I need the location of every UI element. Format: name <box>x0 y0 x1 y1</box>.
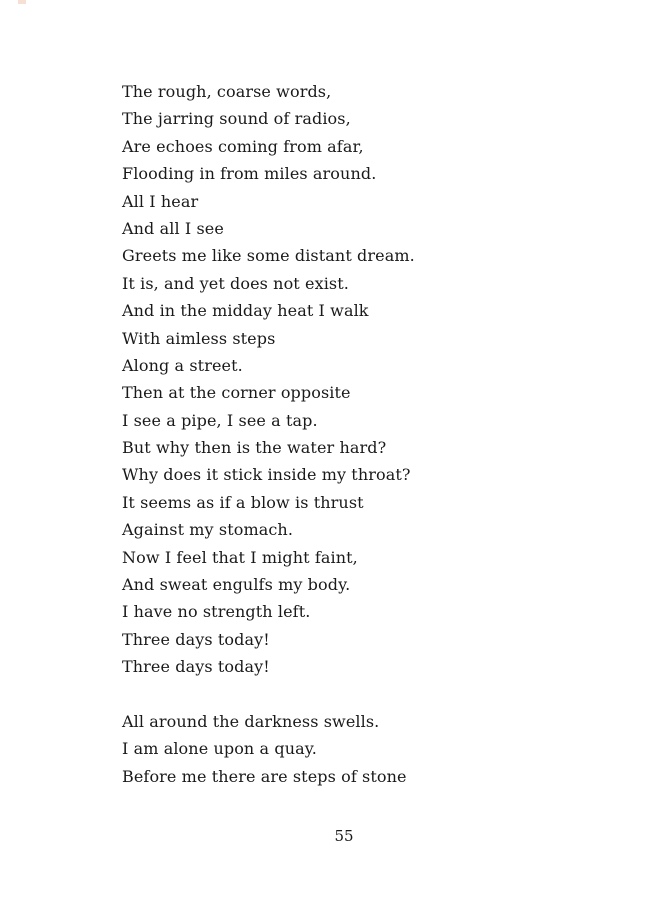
poem-line: I have no strength left. <box>122 602 311 622</box>
poem-line: Greets me like some distant dream. <box>122 246 415 266</box>
page-number: 55 <box>334 827 354 845</box>
poem-line: It is, and yet does not exist. <box>122 273 349 293</box>
poem-line: Are echoes coming from afar, <box>122 136 364 156</box>
poem-line: Now I feel that I might faint, <box>122 547 358 567</box>
poem-line: Why does it stick inside my throat? <box>122 465 411 485</box>
print-bleed-mark <box>18 0 26 4</box>
poem-line: Then at the corner opposite <box>122 383 351 403</box>
poem-line: Flooding in from miles around. <box>122 164 377 184</box>
poem-line: And all I see <box>122 218 224 238</box>
poem-line: Before me there are steps of stone <box>122 766 407 786</box>
poem-line: Against my stomach. <box>122 520 294 540</box>
poem-line: It seems as if a blow is thrust <box>122 492 364 512</box>
poem-line: I am alone upon a quay. <box>122 739 317 759</box>
poem-line: All around the darkness swells. <box>122 712 380 731</box>
poem-line: And sweat engulfs my body. <box>122 575 351 595</box>
poem-line: The rough, coarse words, <box>122 82 332 101</box>
poem-line: With aimless steps <box>122 328 276 348</box>
poem-line: And in the midday heat I walk <box>122 301 369 321</box>
poem-line: The jarring sound of radios, <box>122 109 351 129</box>
poem-line: Three days today! <box>122 657 270 677</box>
poem-line: All I hear <box>122 191 199 211</box>
poem-stanza-1 <box>122 78 415 681</box>
poem-line: I see a pipe, I see a tap. <box>122 410 318 430</box>
poem-line: Three days today! <box>122 629 270 649</box>
poem-line: But why then is the water hard? <box>122 438 387 458</box>
poem-line: Along a street. <box>122 355 243 375</box>
poem-stanza-2 <box>122 708 407 790</box>
